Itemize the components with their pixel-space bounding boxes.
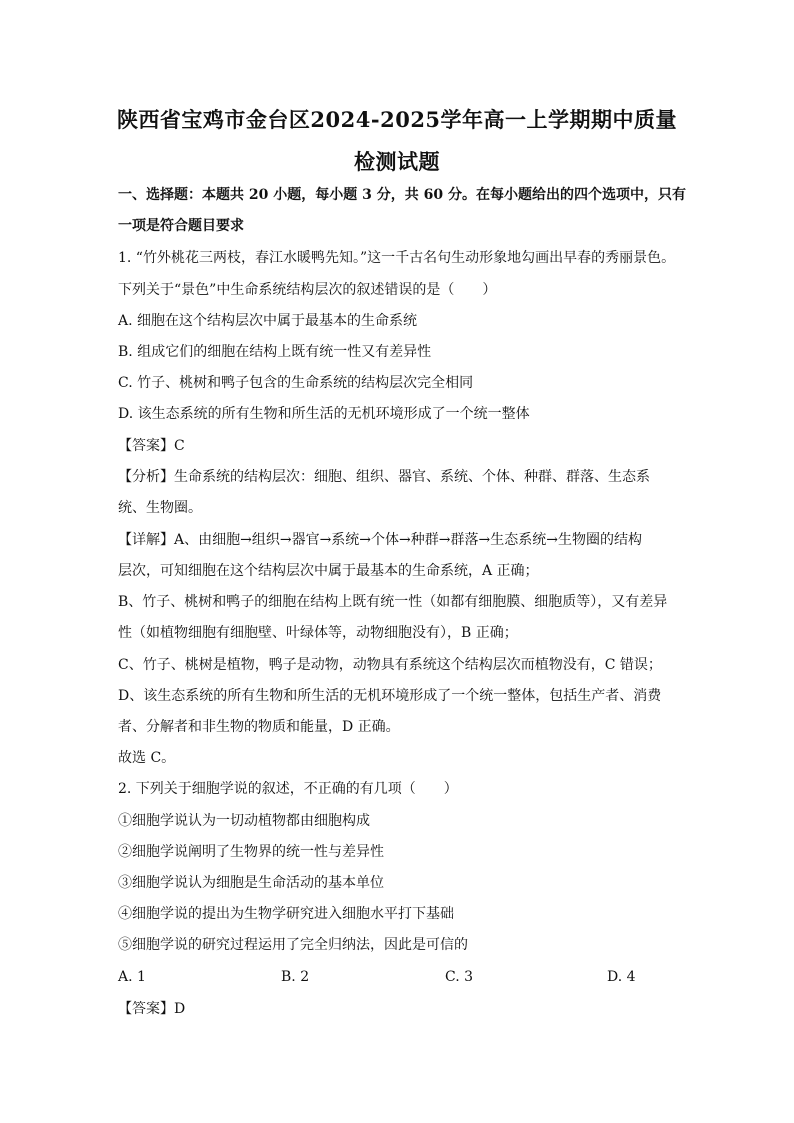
q1-analysis-cont: 统、生物圈。 bbox=[118, 500, 202, 516]
q1-option-c: C. 竹子、桃树和鸭子包含的生命系统的结构层次完全相同 bbox=[118, 375, 474, 391]
q2-option-d: D. 4 bbox=[607, 969, 636, 985]
q2-item-2: ②细胞学说阐明了生物界的统一性与差异性 bbox=[118, 844, 384, 860]
q2-option-a: A. 1 bbox=[118, 969, 146, 985]
q1-detail-line: 性（如植物细胞有细胞壁、叶绿体等，动物细胞没有），B 正确； bbox=[118, 625, 518, 641]
q1-detail-line: 者、分解者和非生物的物质和能量，D 正确。 bbox=[118, 719, 400, 735]
q1-detail-line: 【详解】A、由细胞→组织→器官→系统→个体→种群→群落→生态系统→生物圈的结构 bbox=[118, 532, 642, 548]
q2-item-4: ④细胞学说的提出为生物学研究进入细胞水平打下基础 bbox=[118, 906, 454, 922]
q2-option-c: C. 3 bbox=[445, 969, 474, 985]
q2-stem: 2. 下列关于细胞学说的叙述，不正确的有几项（ ） bbox=[118, 781, 458, 797]
q1-option-a: A. 细胞在这个结构层次中属于最基本的生命系统 bbox=[118, 313, 418, 329]
q1-stem: 1. “竹外桃花三两枝，春江水暖鸭先知。”这一千古名句生动形象地勾画出早春的秀丽景色。 bbox=[118, 250, 676, 266]
q1-conclusion: 故选 C。 bbox=[118, 750, 176, 766]
q1-option-d: D. 该生态系统的所有生物和所生活的无机环境形成了一个统一整体 bbox=[118, 406, 530, 422]
section-heading: 一、选择题：本题共 20 小题，每小题 3 分，共 60 分。在每小题给出的四个选项中，只有 bbox=[118, 187, 686, 203]
document-title-line1: 陕西省宝鸡市金台区2024-2025学年高一上学期期中质量 bbox=[116, 107, 678, 132]
q2-item-3: ③细胞学说认为细胞是生命活动的基本单位 bbox=[118, 875, 384, 891]
q1-answer: 【答案】C bbox=[118, 438, 185, 454]
q1-stem-cont: 下列关于“景色”中生命系统结构层次的叙述错误的是（ ） bbox=[118, 282, 497, 298]
q2-item-5: ⑤细胞学说的研究过程运用了完全归纳法，因此是可信的 bbox=[118, 937, 468, 953]
q2-item-1: ①细胞学说认为一切动植物都由细胞构成 bbox=[118, 813, 370, 829]
q2-option-b: B. 2 bbox=[281, 969, 310, 985]
q1-detail-line: D、该生态系统的所有生物和所生活的无机环境形成了一个统一整体，包括生产者、消费 bbox=[118, 688, 662, 704]
q1-option-b: B. 组成它们的细胞在结构上既有统一性又有差异性 bbox=[118, 344, 432, 360]
section-heading-cont: 一项是符合题目要求 bbox=[118, 218, 244, 234]
q1-detail-line: C、竹子、桃树是植物，鸭子是动物，动物具有系统这个结构层次而植物没有，C 错误； bbox=[118, 657, 662, 673]
q2-answer: 【答案】D bbox=[118, 1001, 186, 1017]
q1-analysis: 【分析】生命系统的结构层次：细胞、组织、器官、系统、个体、种群、群落、生态系 bbox=[118, 469, 650, 485]
document-title-line2: 检测试题 bbox=[354, 149, 440, 174]
q1-detail-line: B、竹子、桃树和鸭子的细胞在结构上既有统一性（如都有细胞膜、细胞质等），又有差异 bbox=[118, 594, 668, 610]
q1-detail-line: 层次，可知细胞在这个结构层次中属于最基本的生命系统，A 正确； bbox=[118, 563, 539, 579]
